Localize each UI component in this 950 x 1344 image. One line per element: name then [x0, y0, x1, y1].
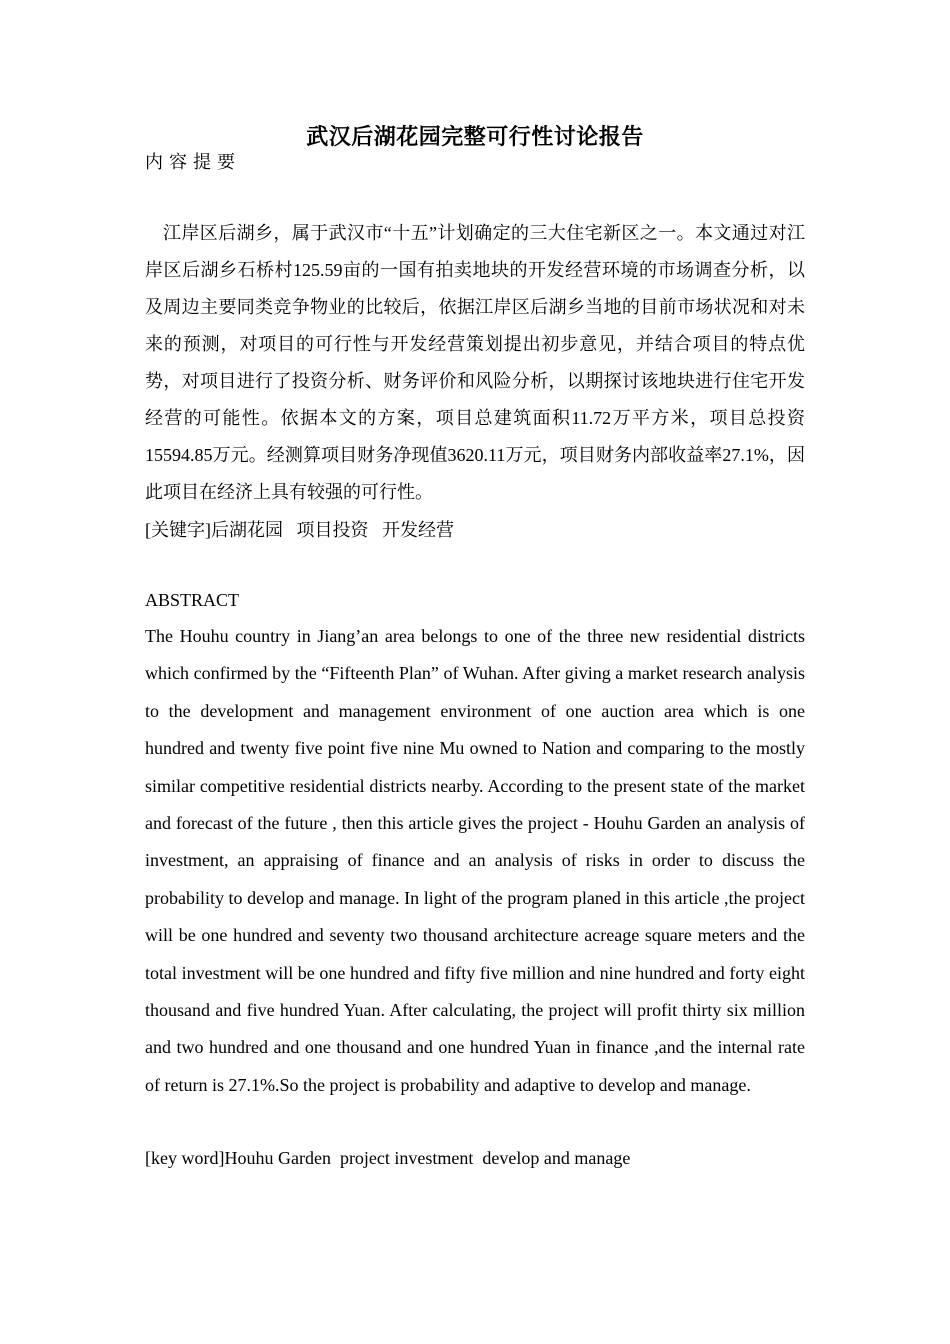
document-title: 武汉后湖花园完整可行性讨论报告 [306, 124, 644, 149]
chinese-keywords: [关键字]后湖花园 项目投资 开发经营 [145, 520, 454, 540]
english-keywords: [key word]Houhu Garden project investment develop and manage [145, 1148, 631, 1168]
chinese-abstract: 江岸区后湖乡，属于武汉市“十五”计划确定的三大住宅新区之一。本文通过对江岸区后湖乡石桥村125.59亩的一国有拍卖地块的开发经营环境的市场调查分析，以及周边主要同类竞争物业的比较后，依据江岸区后湖乡当地的目前市场状况和对未来的预测，对项目的可行性与开发经营策划提出初步意见，并结合项目的特点优势，对项目进行了投资分析、财务评价和风险分析，以期探讨该地块进行住宅开发经营的可能性。依据本文的方案，项目总建筑面积11.72万平方米，项目总投资15594.85万元。经测算项目财务净现值3620.11万元，项目财务内部收益率27.1%，因此项目在经济上具有较强的可行性。 [145, 223, 805, 502]
english-abstract: The Houhu country in Jiang’an area belongs to one of the three new residential districts which confirmed by the “Fifteenth Plan” of Wuhan. After giving a market research analysis to the development and management environment of one auction area which is one hundred and twenty five point five nine Mu owned to Nation and comparing to the mostly similar competitive residential districts nearby. According to the present state of the market and forecast of the future , then this article gives the project - Houhu Garden an analysis of investment, an appraising of finance and an analysis of risks in order to discuss the probability to develop and manage. In light of the program planed in this article ,the project will be one hundred and seventy two thousand architecture acreage square meters and the total investment will be one hundred and fifty five million and nine hundred and forty eight thousand and five hundred Yuan. After calculating, the project will profit thirty six million and two hundred and one thousand and one hundred Yuan in finance ,and the internal rate of return is 27.1%.So the project is probability and adaptive to develop and manage. [145, 626, 805, 1095]
summary-heading: 内容提要 [145, 152, 241, 172]
abstract-heading: ABSTRACT [145, 590, 240, 610]
